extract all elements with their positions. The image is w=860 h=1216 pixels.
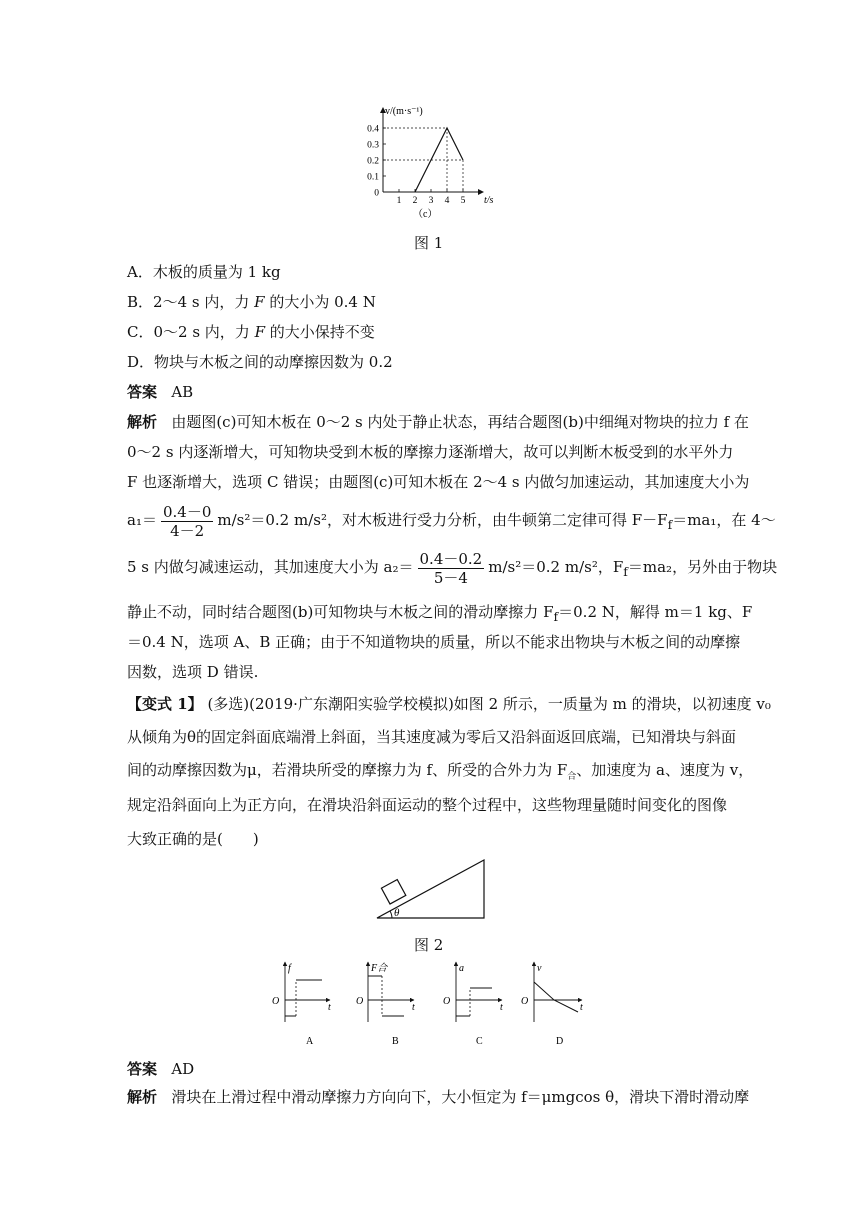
analysis-1-line-5 [127,549,777,590]
accel-a2-fraction [418,550,485,587]
graph-b-origin: O [356,996,364,1007]
fraction-denominator: 4－2 [170,521,205,540]
answer-1-value: AB [171,383,194,401]
subscript-f: f [553,609,559,624]
option-c [127,322,375,342]
option-c-text: C．0～2 s 内，力 [127,323,255,341]
graph-d [521,962,583,1047]
variant-text-3-end: 、加速度为 a、速度为 v， [576,761,754,779]
y-tick-label: 0.3 [367,140,379,151]
analysis-1-text-4-end: ＝ma₁，在 4～ [672,511,776,529]
analysis-1-line-1 [127,412,749,432]
analysis-1-text-6-end: ＝0.2 N，解得 m＝1 kg、F [558,603,753,621]
variant-line-4: 规定沿斜面向上为正方向，在滑块沿斜面运动的整个过程中，这些物理量随时间变化的图像 [127,796,728,814]
y-tick-label: 0 [374,188,379,199]
analysis-1-text-6: 静止不动，同时结合题图(b)可知物块与木板之间的滑动摩擦力 F [127,603,554,621]
variant-text-1: (多选)(2019·广东潮阳实验学校模拟)如图 2 所示，一质量为 m 的滑块，以初速度 v₀ [207,695,771,713]
chart-guide-lines [383,128,463,192]
x-axis-label: t/s [484,195,494,206]
analysis-1-line-3: F 也逐渐增大，选项 C 错误；由题图(c)可知木板在 2～4 s 内做匀加速运动，其加速度大小为 [127,473,750,491]
x-tick-label: 1 [396,196,402,206]
graph-c [443,962,503,1047]
graph-a [272,962,331,1047]
answer-2 [127,1059,194,1079]
x-tick-label: 5 [460,196,466,206]
analysis-2-label: 解析 [127,1088,158,1106]
analysis-1-text-5-mid: m/s²＝0.2 m/s²，F [488,558,624,576]
graph-a-origin: O [272,996,280,1007]
option-c-var: F [254,323,265,341]
analysis-1-text-4: m/s²＝0.2 m/s²，对木板进行受力分析，由牛顿第二定律可得 F－F [217,511,668,529]
angle-arc [390,911,392,918]
analysis-1-text-5: 5 s 内做匀减速运动，其加速度大小为 a₂＝ [127,558,414,576]
y-tick-label: 0.1 [367,172,379,183]
subscript-f: f [667,517,673,532]
x-tick-label: 2 [412,196,418,206]
answer-1 [127,382,193,402]
analysis-1-line-6 [127,602,752,627]
variant-text-3: 间的动摩擦因数为μ，若滑块所受的摩擦力为 f、所受的合外力为 F [127,761,568,779]
analysis-1-line-7: ＝0.4 N，选项 A、B 正确；由于不知道物块的质量，所以不能求出物块与木板之间的动摩擦 [127,633,741,651]
answer-1-label: 答案 [127,383,158,401]
incline-figure [372,854,490,924]
theta-label: θ [394,907,400,919]
variant-line-5: 大致正确的是( ) [127,830,259,848]
graph-d-x-label: t [580,1002,583,1013]
option-b-var: F [254,293,265,311]
analysis-2-line-1 [127,1087,749,1107]
fraction-numerator: 0.4－0 [162,502,212,521]
graph-c-origin: O [443,996,451,1007]
graph-d-y-label: v [537,963,542,974]
figure-2-caption: 图 2 [414,936,444,954]
analysis-1-text-1: 由题图(c)可知木板在 0～2 s 内处于静止状态，再结合题图(b)中细绳对物块的拉力 f 在 [171,413,749,431]
graph-c-y-label: a [459,963,464,974]
option-a: A．木板的质量为 1 kg [127,263,281,281]
y-tick-label: 0.4 [367,124,379,135]
accel-a1-fraction [161,503,213,540]
fraction-denominator: 5－4 [433,568,468,587]
x-tick-label: 3 [428,196,434,206]
graph-a-x-label: t [328,1002,331,1013]
analysis-1-label: 解析 [127,413,158,431]
graph-d-origin: O [521,996,529,1007]
y-tick-label: 0.2 [367,156,379,167]
answer-2-value: AD [171,1060,195,1078]
graph-b-y-label: F合 [371,963,388,974]
subscript-he: 合 [567,772,577,782]
analysis-1-line-8: 因数，选项 D 错误. [127,663,259,681]
graph-b-x-label: t [412,1002,415,1013]
velocity-time-chart [355,100,515,225]
graph-a-label: A [306,1036,314,1047]
analysis-1-line-2: 0～2 s 内逐渐增大，可知物块受到木板的摩擦力逐渐增大，故可以判断木板受到的水平外力 [127,443,734,461]
analysis-2-text-1: 滑块在上滑过程中滑动摩擦力方向向下，大小恒定为 f＝μmgcos θ，滑块下滑时滑动摩 [171,1088,750,1106]
option-b [127,292,376,312]
subscript-f: f [623,564,628,579]
option-b-text-end: 的大小为 0.4 N [264,293,376,311]
analysis-1-text-5-end: ＝ma₂，另外由于物块 [627,558,778,576]
chart-sub-label: （c） [413,209,438,220]
variant-line-3 [127,760,753,787]
variant-line-2: 从倾角为θ的固定斜面底端滑上斜面，当其速度减为零后又沿斜面返回底端，已知滑块与斜面 [127,728,737,746]
variant-tag: 【变式 1】 [127,695,203,713]
option-graphs [268,960,598,1050]
graph-b-label: B [392,1036,399,1047]
answer-2-label: 答案 [127,1060,158,1078]
option-d: D．物块与木板之间的动摩擦因数为 0.2 [127,353,393,371]
graph-c-label: C [476,1036,483,1047]
variant-line-1 [127,694,771,714]
fraction-numerator: 0.4－0.2 [419,549,483,568]
graph-b [356,962,415,1047]
chart-axes [383,108,483,192]
graph-d-label: D [556,1036,564,1047]
y-axis-label: v/(m·s⁻¹) [385,106,423,117]
x-tick-label: 4 [444,196,450,206]
analysis-1-line-4 [127,502,776,543]
figure-1-caption: 图 1 [414,234,444,252]
option-c-text-end: 的大小保持不变 [265,323,375,341]
graph-c-x-label: t [500,1002,503,1013]
accel-a1-label: a₁＝ [127,511,157,529]
slider-block [381,880,405,904]
option-b-text: B．2～4 s 内，力 [127,293,255,311]
graph-a-y-label: f [288,963,291,974]
